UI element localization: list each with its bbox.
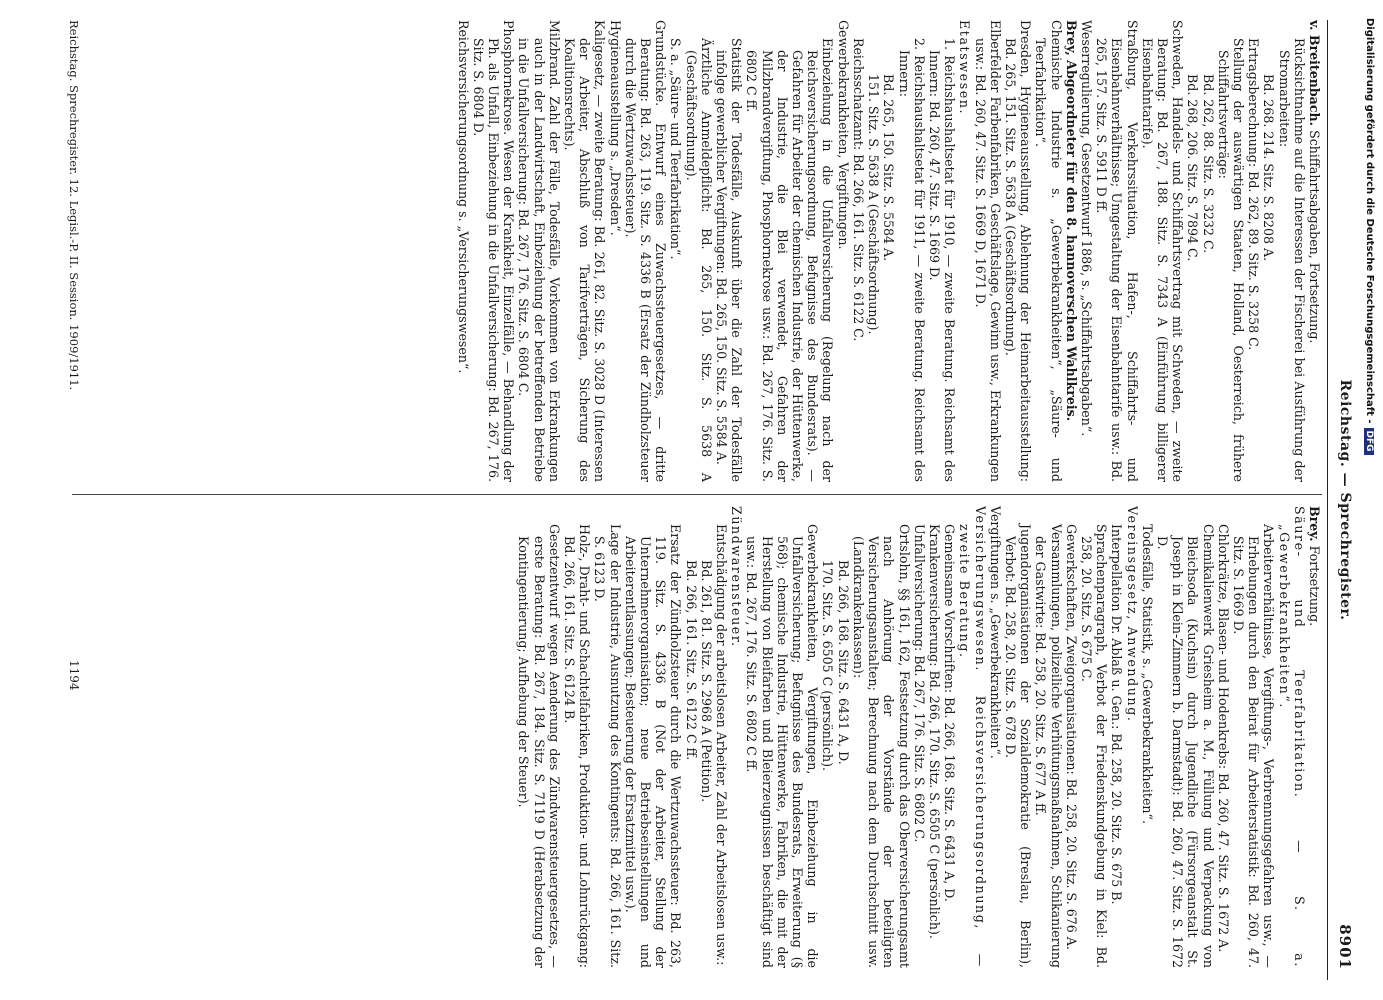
entry: Stellung der auswärtigen Staaten, Holland, Oesterreich, frühere Schiffahrtsverträge: — [1215, 38, 1246, 482]
entry: 151. Sitz. S. 5638 A (Geschäftsordnung). — [866, 74, 882, 335]
entry: Vereinsgesetz, Anwendung. — [1124, 506, 1140, 723]
entry: Weserregulierung, Gesetzentwurf 1886, s. „Schiffahrtsabgaben“. — [1078, 20, 1094, 437]
entry: Vergiftungen s. „Gewerbekrankheiten“. — [987, 506, 1003, 759]
entry: Einbeziehung in die Unfallversicherung (Regelung nach der Reichsversicherungsordnung, Befugnisse des Bundesrats). — Gefahren für Arbeiter der chemischen Industrie, der Hüttenwerke, der Industrie, die Blei verwendet, Gefahren der Milzbrandvergiftung, Phosphornekrose usw.: Bd. 267, 176. Sitz. S. 6802 C ff. — [744, 38, 836, 482]
entry-heading: Brey, Abgeordneter für den 8. hannoverschen Wahlkreis. — [1063, 20, 1079, 422]
entry: Gesetzentwurf wegen Aenderung des Zündwarensteuergesetzes, — erste Beratung: Bd. 267, 184. Sitz. S. 7119 D (Herabsetzung der Kontingentierung; Aufhebung der Steuer). — [516, 524, 562, 968]
entry: Sprachenparagraph, Verbot der Friedenskundgebung in Kiel: Bd. 258, 20. Sitz. S. 675 C. — [1078, 524, 1110, 968]
right-heading: Brey. Fortsetzung. — [1307, 506, 1322, 627]
entry: Hygieneausstellung s. „Dresden“. — [607, 20, 623, 236]
entry: Entschädigung der arbeitslosen Arbeiter, Zahl der Arbeitslosen usw.: — [714, 524, 730, 966]
entry: Milzbrand. Zahl der Fälle, Todesfälle, Vorkommen von Erkrankungen auch in der Landwirtschaft, Einbeziehung der betreffenden Betriebe in die Unfallversicherung: Bd. 267, 176. Sitz. S. 6804 C. — [516, 20, 562, 482]
entry: Bd. 265, 150. Sitz. S. 5584 A. — [881, 74, 897, 262]
entry: Ersatz der Zündholzsteuer durch die Wertzuwachssteuer: Bd. 263, 119. Sitz. S. 4336 B (Not der Arbeiter, Stellung der Unternehmerorganisation; neue Betriebseinstellungen und Arbeiterentlassungen; Besteuerung der Ersatzmittel usw.). — [622, 524, 684, 968]
entry: 2. Reichshaushaltsetat für 1911, — zweite Beratung. Reichsamt des Innern: — [896, 38, 927, 482]
entry: Dresden, Hygieneausstellung, Ablehnung der Heimarbeitausstellung: Bd. 265, 151. Sitz. S. 5638 A (Geschäftsordnung). — [1002, 20, 1034, 482]
rotated-register-page — [38, 20, 1358, 980]
entry: Unfallversicherung: Bd. 267, 176. Sitz. S. 6802 C. — [911, 524, 927, 843]
entry: Phosphornekrose. Wesen der Krankheit, Einzelfälle, — Behandlung der Ph. als Unfall, Einbeziehung in die Unfallversicherung: Bd. 267, 176. Sitz. S. 6804 D. — [470, 20, 517, 482]
entry: Jugendorganisationen der Sozialdemokratie (Breslau, Berlin), Verbot: Bd. 258, 20. Sitz. S. 678 D. — [1002, 524, 1034, 968]
entry: Arbeiterverhältnisse, Vergiftungs-, Verbrennungsgefahren usw., — Erhebungen durch den Beirat für Arbeiterstatistik: Bd. 260, 47. Sitz. S. 1669 D. — [1230, 524, 1277, 968]
entry: Elberfelder Farbenfabriken, Geschäftslage, Gewinn usw., Erkrankungen usw.: Bd. 260, 47. Sitz. S. 1669 D, 1671 D. — [972, 20, 1003, 482]
page-header — [1330, 20, 1352, 980]
entry: Gewerkschaften, Zweigorganisationen: Bd. 258, 20. Sitz. S. 676 A. — [1063, 524, 1079, 950]
watermark-text: Digitalisierung gefördert durch die Deutsche Forschungsgemeinschaft - — [1364, 18, 1375, 424]
entry: Krankenversicherung: Bd. 266, 170. Sitz. S. 6505 C (persönlich). — [926, 524, 942, 939]
entry: Säure- und Teerfabrikation. — S. a. „Gewerbekrankheiten“. — [1276, 506, 1307, 968]
entry: Reichsschatzamt: Bd. 266, 161. Sitz. S. 6122 C. — [850, 38, 866, 342]
header-rule — [1327, 20, 1328, 980]
left-column — [62, 20, 1322, 482]
entry: Bd. 268. 214. Sitz. S. 8208 A. — [1261, 74, 1277, 262]
entry: S. a. „Säure- und Teerfabrikation“. — [668, 38, 684, 260]
header-title: Reichstag. — Sprechregister. — [1337, 379, 1353, 621]
scanned-page — [38, 20, 1358, 980]
entry: Versicherungswesen. Reichsversicherungsordnung, — zweite Beratung. — [957, 506, 988, 968]
entry: Gemeinsame Vorschriften: Bd. 266, 168. Sitz. S. 6431 A, D. — [942, 524, 958, 902]
entry: Chemikalienwerk Griesheim a. M., Füllung und Verpackung von Bleichsoda (Kuchsin) durch Jugendliche (Fürsorgeanstalt St. Joseph in Klein-Zimmern b. Darmstadt): Bd. 260, 47. Sitz. S. 1672 D. — [1154, 524, 1216, 968]
signature-mark: 1194 — [67, 660, 82, 691]
entry: Grundstücke. Entwurf eines Zuwachssteuergesetzes, — dritte Beratung: Bd. 263, 119. Sitz. S. 4336 B (Ersatz der Zündholzsteuer durch die Wertzuwachssteuer). — [622, 20, 669, 482]
entry: Todesfälle, Statistik, s. „Gewerbekrankheiten“. — [1139, 524, 1155, 824]
page-number: 8901 — [1336, 924, 1354, 970]
entry: Statistik der Todesfälle, Auskunft über die Zahl der Todesfälle infolge gewerblicher Vergiftungen: Bd. 265, 150. Sitz. S. 5584 A. — [714, 38, 745, 482]
entry: Ortslohn, §§ 161, 162, Festsetzung durch das Oberversicherungsamt nach Anhörung der Vorstände der beteiligten Versicherungsanstalten; Berechnung nach dem Durchschnitt usw. (Landkrankenkassen): — [850, 524, 912, 968]
entry: Gewerbekrankheiten, Vergiftungen. — [835, 20, 851, 250]
entry: Versammlungen, polizeiliche Verhütungsmaßnahmen, Schikanierung der Gastwirte: Bd. 258, 20. Sitz. S. 677 A ff. — [1033, 524, 1064, 968]
entry: Bd. 261, 81. Sitz. S. 2968 A (Petition). — [698, 560, 714, 803]
entry: 170. Sitz. S. 6505 C (persönlich). — [820, 560, 836, 772]
entry: Bd. 268, 206. Sitz. S. 7894 C. — [1185, 74, 1201, 262]
entry: 1. Reichshaushaltsetat für 1910, — zweite Beratung. Reichsamt des Innern: Bd. 260, 47. Sitz. S. 1669 D. — [926, 38, 958, 482]
entry: Chlorkrätze, Blasen- und Hodenkrebs: Bd. 260, 47. Sitz. S. 1672 A. — [1215, 524, 1231, 953]
left-heading: v. Breitenbach. Schiffahrtsabgaben, Fortsetzung. — [1307, 20, 1322, 344]
entry-heading: Etatswesen. — [957, 20, 973, 116]
entry: Reichsversicherungsordnung s. „Versicherungswesen“. — [455, 20, 471, 374]
entry: Kaligesetz, — zweite Beratung: Bd. 261, 82. Sitz. S. 3028 D (Interessen der Arbeiter, Abschluß von Tarifverträgen, Sicherung des Koalitionsrechts). — [562, 20, 608, 482]
entry: Schweden, Handels- und Schiffahrtsvertrag mit Schweden, — zweite Beratung: Bd. 267, 188. Sitz. S. 7343 A (Einführung billigerer Eisenbahntarife). — [1139, 20, 1186, 482]
dfg-logo: DFG — [1364, 428, 1374, 455]
entry: Ertragsberechnung: Bd. 262, 89. Sitz. S. 3258 C. — [1246, 38, 1262, 351]
page-footer: Reichstag. Sprechregister. 12. Legisl.-P. II. Session. 1909/1911. — [67, 20, 82, 391]
dfg-watermark — [1357, 10, 1377, 1000]
entry-heading: Zündwarensteuer. — [729, 506, 745, 648]
entry: Holz-, Draht- und Schachtelfabriken, Produktion- und Lohnrückgang: Bd. 266, 161. Sitz. S. 6124 B. — [562, 524, 593, 968]
right-column — [62, 506, 1322, 968]
entry: Ärztliche Anmeldepflicht: Bd. 265, 150. Sitz. S. 5638 A (Geschäftsordnung). — [683, 38, 714, 482]
entry: Bd. 266, 168. Sitz. S. 6431 A, D. — [835, 560, 851, 765]
entry: Rücksichtnahme auf die Interessen der Fischerei bei Ausführung der Stromarbeiten: — [1276, 38, 1307, 482]
entry: Interpellation Dr. Ablaß u. Gen.: Bd. 258, 20. Sitz. S. 675 B. — [1109, 524, 1125, 905]
entry: Straßburg, Verkehrssituation, Hafen-, Schiffahrts- und Eisenbahnverhältnisse; Umgestaltung der Eisenbahntarife usw.: Bd. 265, 157. Sitz. S. 5911 D ff. — [1094, 20, 1140, 482]
entry: Gewerbekrankheiten, Vergiftungen, Einbeziehung in die Unfallversicherung; Befugnisse des Bundesrats, Erweiterung (§ 568); chemische Industrie, Hüttenwerke, Fabriken, die mit der Herstellung von Bleifarben und Bleierzeugnissen beschäftigt sind usw.: Bd. 267, 176. Sitz. S. 6802 C ff. — [744, 524, 821, 968]
entry: Lage der Industrie, Ausnutzung des Kontingents: Bd. 266, 161. Sitz. S. 6123 D. — [592, 524, 623, 968]
entry: Bd. 266, 161. Sitz. S. 6122 C ff. — [683, 560, 699, 761]
entry: Chemische Industrie s. „Gewerbekrankheiten“, „Säure- und Teerfabrikation“. — [1033, 20, 1064, 482]
column-divider — [72, 494, 1322, 495]
entry: Bd. 262, 88. Sitz. S. 3232 C. — [1200, 74, 1216, 254]
